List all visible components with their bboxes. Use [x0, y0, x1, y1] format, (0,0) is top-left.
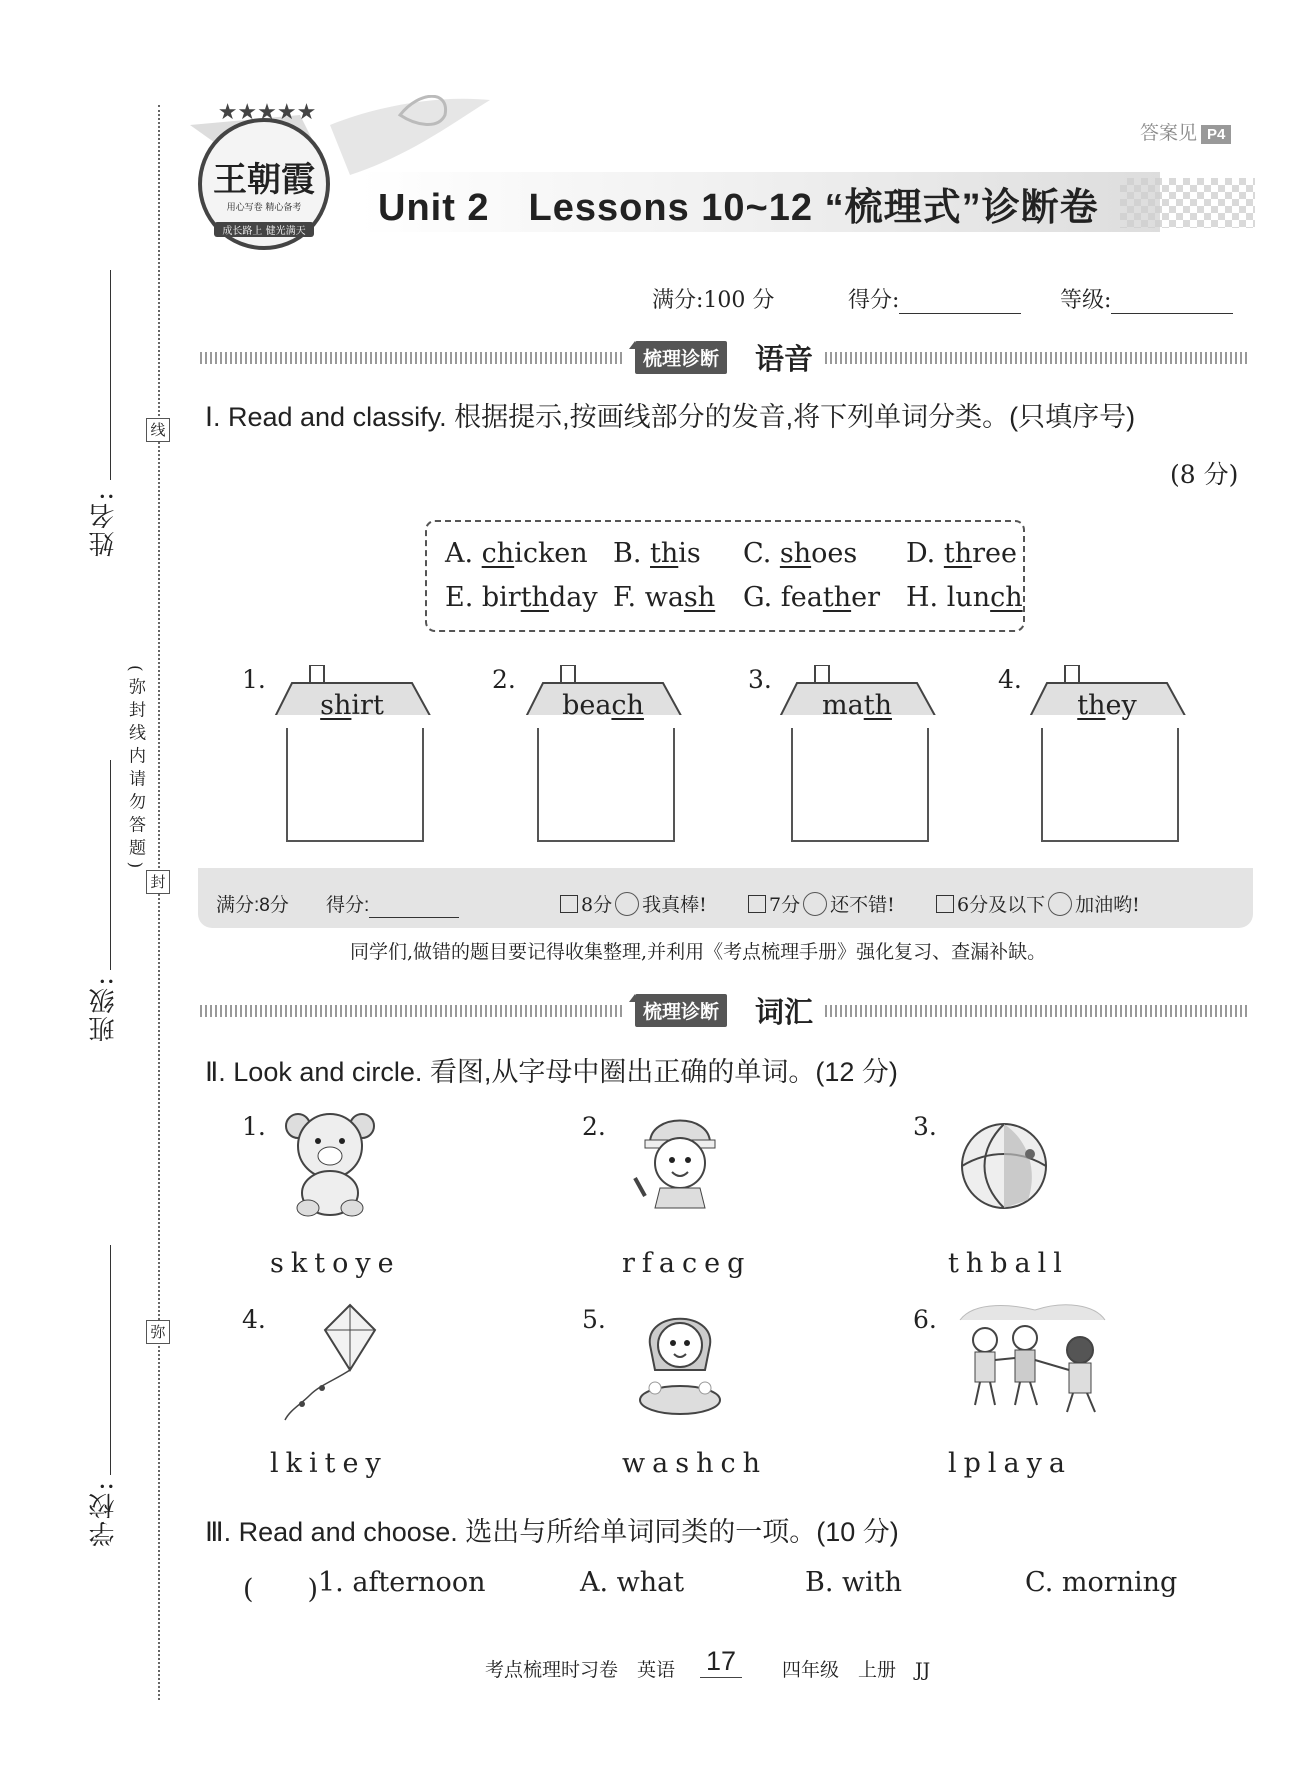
score-field[interactable] — [848, 283, 1021, 314]
name-label: 姓名: — [89, 490, 119, 557]
class-blank-line — [110, 760, 111, 970]
grade-field[interactable] — [1060, 283, 1233, 314]
vocab-item-number: 1. — [242, 1112, 266, 1141]
choose-option-b[interactable]: B. with — [805, 1567, 902, 1598]
answer-ref-label: 答案见 — [1140, 123, 1198, 144]
grade-label: 等级: — [1060, 288, 1112, 313]
full-score: 满分:100 分 — [652, 288, 775, 313]
word-option: H. lunch — [906, 582, 1023, 613]
seal-mark-feng: 封 — [146, 870, 170, 894]
checkbox[interactable] — [748, 895, 766, 913]
house-number: 1. — [242, 665, 266, 694]
school-blank-line — [110, 1245, 111, 1475]
answer-page-badge: P4 — [1201, 125, 1231, 144]
kite-icon — [280, 1300, 380, 1425]
letter-string[interactable]: lplaya — [948, 1448, 1073, 1479]
smile-face-icon — [803, 892, 827, 916]
letter-string[interactable]: washch — [622, 1448, 767, 1479]
house-word: beach — [562, 690, 644, 721]
review-note: 同学们,做错的题目要记得收集整理,并利用《考点梳理手册》强化复习、查漏补缺。 — [350, 941, 1047, 963]
house-answer-area[interactable] — [286, 728, 424, 842]
answer-parens[interactable]: ( ) — [243, 1574, 319, 1605]
bear-face-icon — [615, 892, 639, 916]
word-options-box — [425, 520, 1025, 632]
house-word: math — [822, 690, 892, 721]
self-eval-option-2[interactable] — [748, 890, 895, 917]
vocab-item-number: 3. — [913, 1112, 937, 1141]
word-option: G. feather — [743, 582, 880, 613]
house-word: shirt — [320, 690, 384, 721]
opt1-text: 我真棒! — [642, 894, 707, 916]
letter-string[interactable]: lkitey — [270, 1448, 388, 1479]
score-label: 得分: — [848, 288, 900, 313]
page-number: 17 — [700, 1646, 742, 1678]
house-answer-area[interactable] — [791, 728, 929, 842]
grade-blank[interactable] — [1111, 288, 1233, 314]
school-label: 学校: — [89, 1480, 119, 1547]
choose-option-c[interactable]: C. morning — [1025, 1567, 1178, 1598]
letter-string[interactable]: rfaceg — [622, 1248, 752, 1279]
teddy-bear-icon — [280, 1108, 380, 1218]
vocab-item-number: 5. — [582, 1305, 606, 1334]
score-blank[interactable] — [899, 288, 1021, 314]
checker-decoration — [1120, 178, 1255, 228]
section-divider-phonics — [200, 342, 1250, 376]
house-word: they — [1077, 690, 1137, 721]
scorebar-score-label: 得分: — [326, 895, 370, 916]
name-blank-line — [110, 270, 111, 480]
self-eval-option-1[interactable] — [560, 890, 707, 917]
vocab-item-number: 6. — [913, 1305, 937, 1334]
seal-note: (弥封线内请勿答题) — [125, 665, 145, 875]
section-tag: 梳理诊断 — [635, 994, 727, 1027]
vocab-item-number: 2. — [582, 1112, 606, 1141]
beach-ball-icon — [958, 1120, 1050, 1212]
word-option: E. birthday — [445, 582, 598, 613]
word-option: B. this — [613, 538, 701, 569]
checkbox[interactable] — [936, 895, 954, 913]
question-3-instruction: Ⅲ. Read and choose. 选出与所给单词同类的一项。(10 分) — [205, 1517, 899, 1547]
section-divider-vocabulary — [200, 995, 1250, 1029]
self-eval-option-3[interactable] — [936, 890, 1140, 917]
girl-face-icon — [630, 1108, 730, 1218]
section-title-vocabulary: 词汇 — [755, 995, 814, 1029]
question-1-instruction: Ⅰ. Read and classify. 根据提示,按画线部分的发音,将下列单词分类。(只填序号) — [205, 402, 1136, 432]
question-1-points: (8 分) — [1170, 460, 1239, 489]
page-title: Unit 2 Lessons 10~12 “梳理式”诊断卷 — [378, 187, 1099, 229]
house-number: 4. — [998, 665, 1022, 694]
sound-house — [523, 660, 693, 840]
question-2-instruction: Ⅱ. Look and circle. 看图,从字母中圈出正确的单词。(12 分) — [205, 1057, 898, 1087]
opt2-text: 还不错! — [830, 894, 895, 916]
section-title-phonics: 语音 — [755, 342, 814, 376]
children-playing-icon — [955, 1300, 1110, 1415]
logo-sub3: 健光满天 — [265, 226, 306, 237]
girl-washing-icon — [630, 1300, 730, 1420]
logo-sub1: 用心写卷 精心备考 — [226, 203, 302, 213]
word-option: A. chicken — [445, 538, 588, 569]
choose-option-a[interactable]: A. what — [580, 1567, 685, 1598]
logo-stars: ★★★★★ — [217, 100, 317, 125]
logo-banner — [214, 222, 314, 237]
divider-hatch-right — [825, 352, 1250, 364]
house-number: 3. — [748, 665, 772, 694]
seal-dotted-line — [158, 105, 160, 1700]
answer-reference — [1140, 118, 1231, 145]
house-answer-area[interactable] — [1041, 728, 1179, 842]
word-option: D. three — [906, 538, 1017, 569]
divider-hatch-left — [200, 352, 625, 364]
logo-text: 王朝霞 — [213, 160, 315, 200]
seal-mark-xian: 线 — [146, 418, 170, 442]
footer-right: 四年级 上册 JJ — [782, 1659, 931, 1681]
footer-left: 考点梳理时习卷 英语 — [485, 1659, 676, 1681]
opt1-label: 8分 — [581, 894, 613, 916]
word-option: F. wash — [613, 582, 716, 613]
opt3-label: 6分及以下 — [957, 894, 1046, 916]
scorebar-score[interactable] — [326, 890, 459, 918]
seal-mark-mi: 弥 — [146, 1320, 170, 1344]
section-tag: 梳理诊断 — [635, 341, 727, 374]
sound-house — [1027, 660, 1197, 840]
score-bar — [198, 868, 1253, 928]
logo-sub2: 成长路上 — [222, 226, 263, 237]
class-label: 班级: — [89, 975, 119, 1042]
letter-string[interactable]: sktoye — [270, 1248, 401, 1279]
letter-string[interactable]: thball — [948, 1248, 1069, 1279]
sound-house — [777, 660, 947, 840]
divider-hatch-right — [825, 1005, 1250, 1017]
checkbox[interactable] — [560, 895, 578, 913]
house-answer-area[interactable] — [537, 728, 675, 842]
divider-hatch-left — [200, 1005, 625, 1017]
scorebar-full: 满分:8分 — [216, 895, 289, 916]
cheer-face-icon — [1048, 892, 1072, 916]
choose-word: 1. afternoon — [318, 1567, 486, 1598]
logo-badge — [198, 100, 330, 250]
sound-house — [272, 660, 442, 840]
house-number: 2. — [492, 665, 516, 694]
vocab-item-number: 4. — [242, 1305, 266, 1334]
scorebar-score-blank[interactable] — [369, 895, 459, 918]
opt2-label: 7分 — [769, 894, 801, 916]
opt3-text: 加油哟! — [1075, 894, 1140, 916]
word-option: C. shoes — [743, 538, 858, 569]
